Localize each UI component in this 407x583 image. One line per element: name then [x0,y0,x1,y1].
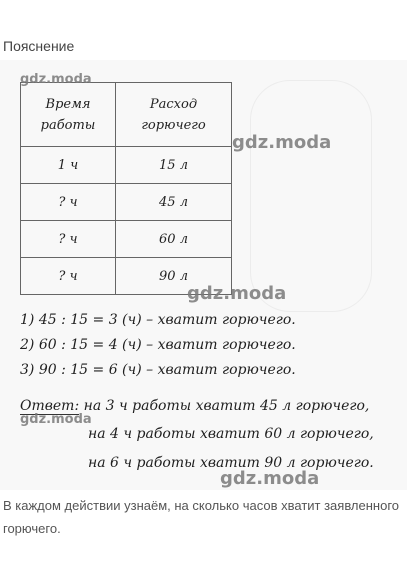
cell-time: ? ч [21,184,116,221]
cell-time: ? ч [21,258,116,295]
header-fuel-label: Расход горючего [141,96,206,133]
step-3: 3) 90 : 15 = 6 (ч) – хватит горючего. [20,362,296,378]
section-heading: Пояснение [3,38,75,54]
answer-line-3: на 6 ч работы хватит 90 л горючего. [88,455,374,471]
table-row [21,147,232,184]
cell-fuel: 90 л [116,258,232,295]
table-row [21,184,232,221]
cell-fuel: 45 л [116,184,232,221]
answer-line-2: на 4 ч работы хватит 60 л горючего, [88,426,374,442]
cell-fuel: 60 л [116,221,232,258]
step-2: 2) 60 : 15 = 4 (ч) – хватит горючего. [20,337,296,353]
watermark: gdz.moda [187,283,287,304]
watermark: gdz.moda [232,132,332,153]
cell-time: 1 ч [21,147,116,184]
header-fuel [116,83,232,147]
background-shape [250,80,372,312]
rate-table [20,82,232,295]
watermark: gdz.moda [20,72,92,87]
header-time [21,83,116,147]
watermark: gdz.moda [220,468,320,489]
answer-label: Ответ: [20,398,80,414]
header-time-label: Время работы [40,96,96,133]
step-1: 1) 45 : 15 = 3 (ч) – хватит горючего. [20,312,296,328]
table-header-row [21,83,232,147]
table-row [21,221,232,258]
cell-time: ? ч [21,221,116,258]
watermark: gdz.moda [20,412,92,427]
explanation-caption: В каждом действии узнаём, на сколько часов хватит заявленного горючего. [3,498,400,536]
answer-text-1: на 3 ч работы хватит 45 л горючего, [83,398,370,414]
cell-fuel: 15 л [116,147,232,184]
